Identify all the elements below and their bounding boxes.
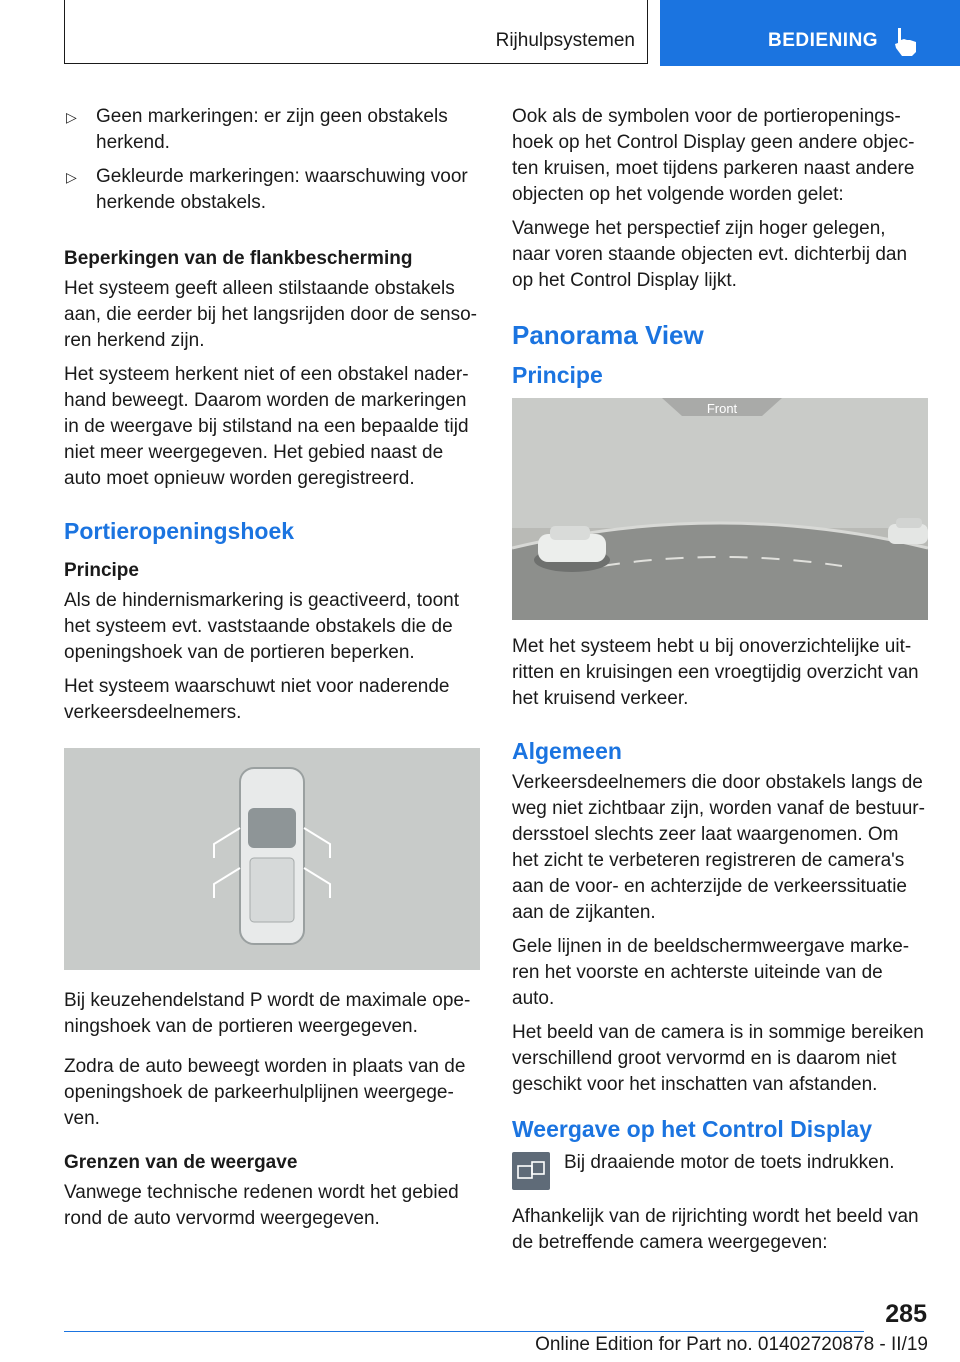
portieropeningshoek-heading: Portieropeningshoek [64, 518, 295, 544]
algemeen-heading: Algemeen [512, 738, 622, 764]
instruction-with-icon [512, 1150, 928, 1190]
beperkingen-title: Beperkingen van de flankbescherming [64, 248, 413, 269]
left-column [64, 104, 480, 1240]
paragraph: Ook als de symbolen voor de portieropeningshoek op het Control Display geen andere objecten kruisen, moet tijdens parkeren naast andere objecten op het volgende worden gelet: [512, 106, 915, 205]
camera-button-icon [512, 1152, 550, 1190]
header-section-box [64, 0, 648, 64]
paragraph: Afhankelijk van de rijrichting wordt het beeld van de betreffende camera weergegeven: [512, 1206, 919, 1253]
paragraph: Zodra de auto beweegt worden in plaats van de openingshoek de parkeerhulplijnen weergegeven. [64, 1056, 466, 1129]
principe-heading: Principe [512, 362, 603, 388]
header-section-title: Rijhulpsystemen [495, 30, 635, 51]
paragraph: Verkeersdeelnemers die door obstakels langs de weg niet zichtbaar zijn, worden vanaf de bestuurdersstoel slechts zeer laat waargenomen. Om het zicht te verbeteren registreren de camera's aan de voor- en achterzijde de verkeerssituatie aan de zijkanten. [512, 772, 925, 923]
principe-title: Principe [64, 560, 139, 581]
paragraph: Als de hindernismarkering is geactiveerd, toont het systeem evt. vaststaande obstakels die de openingshoek van de portieren beperken. [64, 590, 459, 663]
weergave-heading: Weergave op het Control Display [512, 1116, 872, 1142]
paragraph: Vanwege technische redenen wordt het gebied rond de auto vervormd weergegeven. [64, 1182, 459, 1229]
paragraph: Het systeem herkent niet of een obstakel naderhand beweegt. Daarom worden de markeringen in de weergave bij stilstand na een bepaalde tijd niet meer weergegeven. Het gebied naast de auto moet opnieuw worden geregistreerd. [64, 364, 469, 489]
paragraph: Het systeem waarschuwt niet voor naderende verkeersdeelnemers. [64, 676, 450, 723]
car-top-view-illustration [64, 748, 480, 970]
paragraph: Met het systeem hebt u bij onoverzichtelijke uitritten en kruisingen een vroegtijdig overzicht van het kruisend verkeer. [512, 636, 919, 709]
paragraph: Het beeld van de camera is in sommige bereiken verschillend groot vervormd en is daarom niet geschikt voor het inschatten van afstanden. [512, 1022, 924, 1095]
header-chapter-tab[interactable] [660, 0, 960, 66]
panorama-view-heading: Panorama View [512, 320, 704, 350]
footer-edition: Online Edition for Part no. 01402720878 - II/19 [535, 1334, 928, 1355]
right-column [512, 104, 928, 1264]
footer-divider [64, 1331, 864, 1332]
grenzen-title: Grenzen van de weergave [64, 1152, 298, 1173]
panorama-camera-illustration [512, 398, 928, 620]
triangle-bullet-icon: ▷ [66, 169, 77, 185]
page-number: 285 [885, 1300, 927, 1328]
paragraph: Het systeem geeft alleen stilstaande obstakels aan, die eerder bij het langsrijden door de sensoren herkend zijn. [64, 278, 477, 351]
chapter-tab-label: BEDIENING [768, 30, 879, 51]
door-angle-figure [64, 748, 480, 970]
paragraph: Gele lijnen in de beeldschermweergave markeren het voorste en achterste uiteinde van de auto. [512, 936, 910, 1009]
panorama-view-figure [512, 398, 928, 620]
triangle-bullet-icon: ▷ [66, 109, 77, 125]
instruction-text: Bij draaiende motor de toets indrukken. [564, 1152, 895, 1173]
list-item: ▷ Gekleurde markeringen: waarschuwing voor herkende obstakels. [66, 166, 468, 213]
paragraph: Bij keuzehendelstand P wordt de maximale openingshoek van de portieren weergegeven. [64, 990, 471, 1037]
pano-front-label: Front [706, 401, 738, 416]
paragraph: Vanwege het perspectief zijn hoger gelegen, naar voren staande objecten evt. dichterbij dan op het Control Display lijkt. [512, 218, 908, 291]
list-item: ▷ Geen markeringen: er zijn geen obstakels herkend. [66, 106, 448, 153]
pointing-hand-icon [892, 26, 922, 58]
